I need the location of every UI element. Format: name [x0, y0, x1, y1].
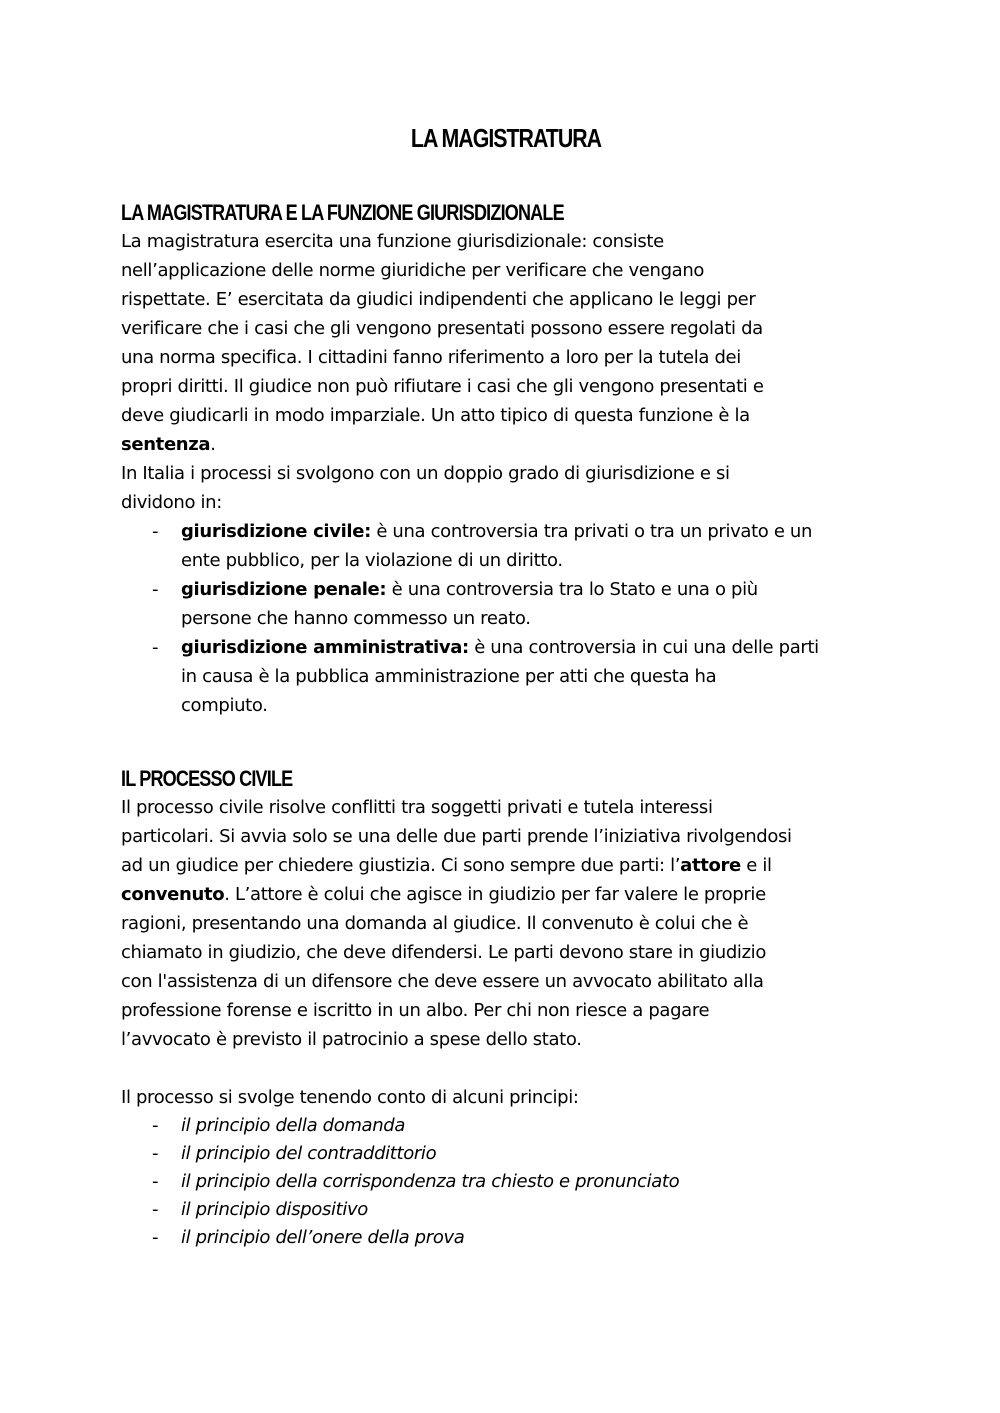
principle-text: il principio della corrispondenza tra chiesto e pronunciato: [181, 1171, 680, 1192]
list-item: [121, 1224, 891, 1252]
list-item: [121, 633, 891, 720]
bullet-dash: -: [152, 637, 159, 658]
text-line: La magistratura esercita una funzione giurisdizionale: consiste: [121, 231, 664, 252]
list-item: [121, 1112, 891, 1140]
text-line: Il processo civile risolve conflitti tra soggetti privati e tutela interessi: [121, 797, 713, 818]
text-line: ad un giudice per chiedere giustizia. Ci sono sempre due parti: l’: [121, 855, 681, 876]
text-line: con l'assistenza di un difensore che deve essere un avvocato abilitato alla: [121, 971, 764, 992]
text-line: persone che hanno commesso un reato.: [181, 608, 531, 629]
text-line: compiuto.: [181, 695, 268, 716]
section-heading-magistratura: LA MAGISTRATURA E LA FUNZIONE GIURISDIZIONALE: [121, 200, 564, 225]
list-item: [121, 1196, 891, 1224]
bold-term: giurisdizione penale:: [181, 579, 387, 600]
bullet-dash: -: [152, 1171, 159, 1192]
text-line: dividono in:: [121, 492, 222, 513]
list-item: [121, 1140, 891, 1168]
text-line: propri diritti. Il giudice non può rifiutare i casi che gli vengono presentati e: [121, 376, 764, 397]
principle-text: il principio del contraddittorio: [181, 1143, 437, 1164]
text-line: l’avvocato è previsto il patrocinio a spese dello stato.: [121, 1029, 582, 1050]
text-line: verificare che i casi che gli vengono presentati possono essere regolati da: [121, 318, 763, 339]
bold-term-attore: attore: [680, 855, 741, 876]
text-line: . L’attore è colui che agisce in giudizio per far valere le proprie: [224, 884, 766, 905]
bullet-dash: -: [152, 1227, 159, 1248]
principle-text: il principio dell’onere della prova: [181, 1227, 465, 1248]
bold-term-sentenza: sentenza: [121, 434, 211, 455]
text-line: particolari. Si avvia solo se una delle due parti prende l’iniziativa rivolgendosi: [121, 826, 792, 847]
paragraph-processi-italia: [121, 459, 891, 517]
text-line: è una controversia in cui una delle parti: [468, 637, 819, 658]
text-line: è una controversia tra lo Stato e una o più: [386, 579, 758, 600]
paragraph-funzione-giurisdizionale: [121, 227, 891, 459]
text-line: rispettate. E’ esercitata da giudici indipendenti che applicano le leggi per: [121, 289, 756, 310]
bullet-dash: -: [152, 579, 159, 600]
text-line: una norma specifica. I cittadini fanno riferimento a loro per la tutela dei: [121, 347, 741, 368]
section-heading-processo-civile: IL PROCESSO CIVILE: [121, 766, 293, 791]
text-line: nell’applicazione delle norme giuridiche per verificare che vengano: [121, 260, 705, 281]
document-title: LA MAGISTRATURA: [410, 123, 602, 153]
principle-text: il principio della domanda: [181, 1115, 406, 1136]
bullet-dash: -: [152, 1143, 159, 1164]
text-line: ente pubblico, per la violazione di un diritto.: [181, 550, 563, 571]
text-line: e il: [740, 855, 772, 876]
text-line: In Italia i processi si svolgono con un doppio grado di giurisdizione e si: [121, 463, 730, 484]
text-line: ragioni, presentando una domanda al giudice. Il convenuto è colui che è: [121, 913, 749, 934]
bold-term-convenuto: convenuto: [121, 884, 225, 905]
bullet-dash: -: [152, 1199, 159, 1220]
bullet-dash: -: [152, 1115, 159, 1136]
text-line: è una controversia tra privati o tra un privato e un: [370, 521, 813, 542]
list-item: [121, 575, 891, 633]
text-line: in causa è la pubblica amministrazione per atti che questa ha: [181, 666, 717, 687]
text-line: deve giudicarli in modo imparziale. Un atto tipico di questa funzione è la: [121, 405, 750, 426]
giurisdizione-list: [121, 517, 891, 720]
punctuation: .: [210, 434, 216, 455]
text-line: professione forense e iscritto in un albo. Per chi non riesce a pagare: [121, 1000, 710, 1021]
principles-list: [121, 1112, 891, 1252]
text-line: chiamato in giudizio, che deve difendersi. Le parti devono stare in giudizio: [121, 942, 766, 963]
bold-term: giurisdizione civile:: [181, 521, 371, 542]
bullet-dash: -: [152, 521, 159, 542]
principle-text: il principio dispositivo: [181, 1199, 368, 1220]
list-item: [121, 1168, 891, 1196]
principles-intro: Il processo si svolge tenendo conto di alcuni principi:: [121, 1087, 579, 1108]
document-page: [121, 118, 891, 1252]
section-spacer: [121, 720, 891, 764]
bold-term: giurisdizione amministrativa:: [181, 637, 469, 658]
list-item: [121, 517, 891, 575]
paragraph-processo-civile: [121, 793, 891, 1054]
paragraph-spacer: [121, 1054, 891, 1083]
